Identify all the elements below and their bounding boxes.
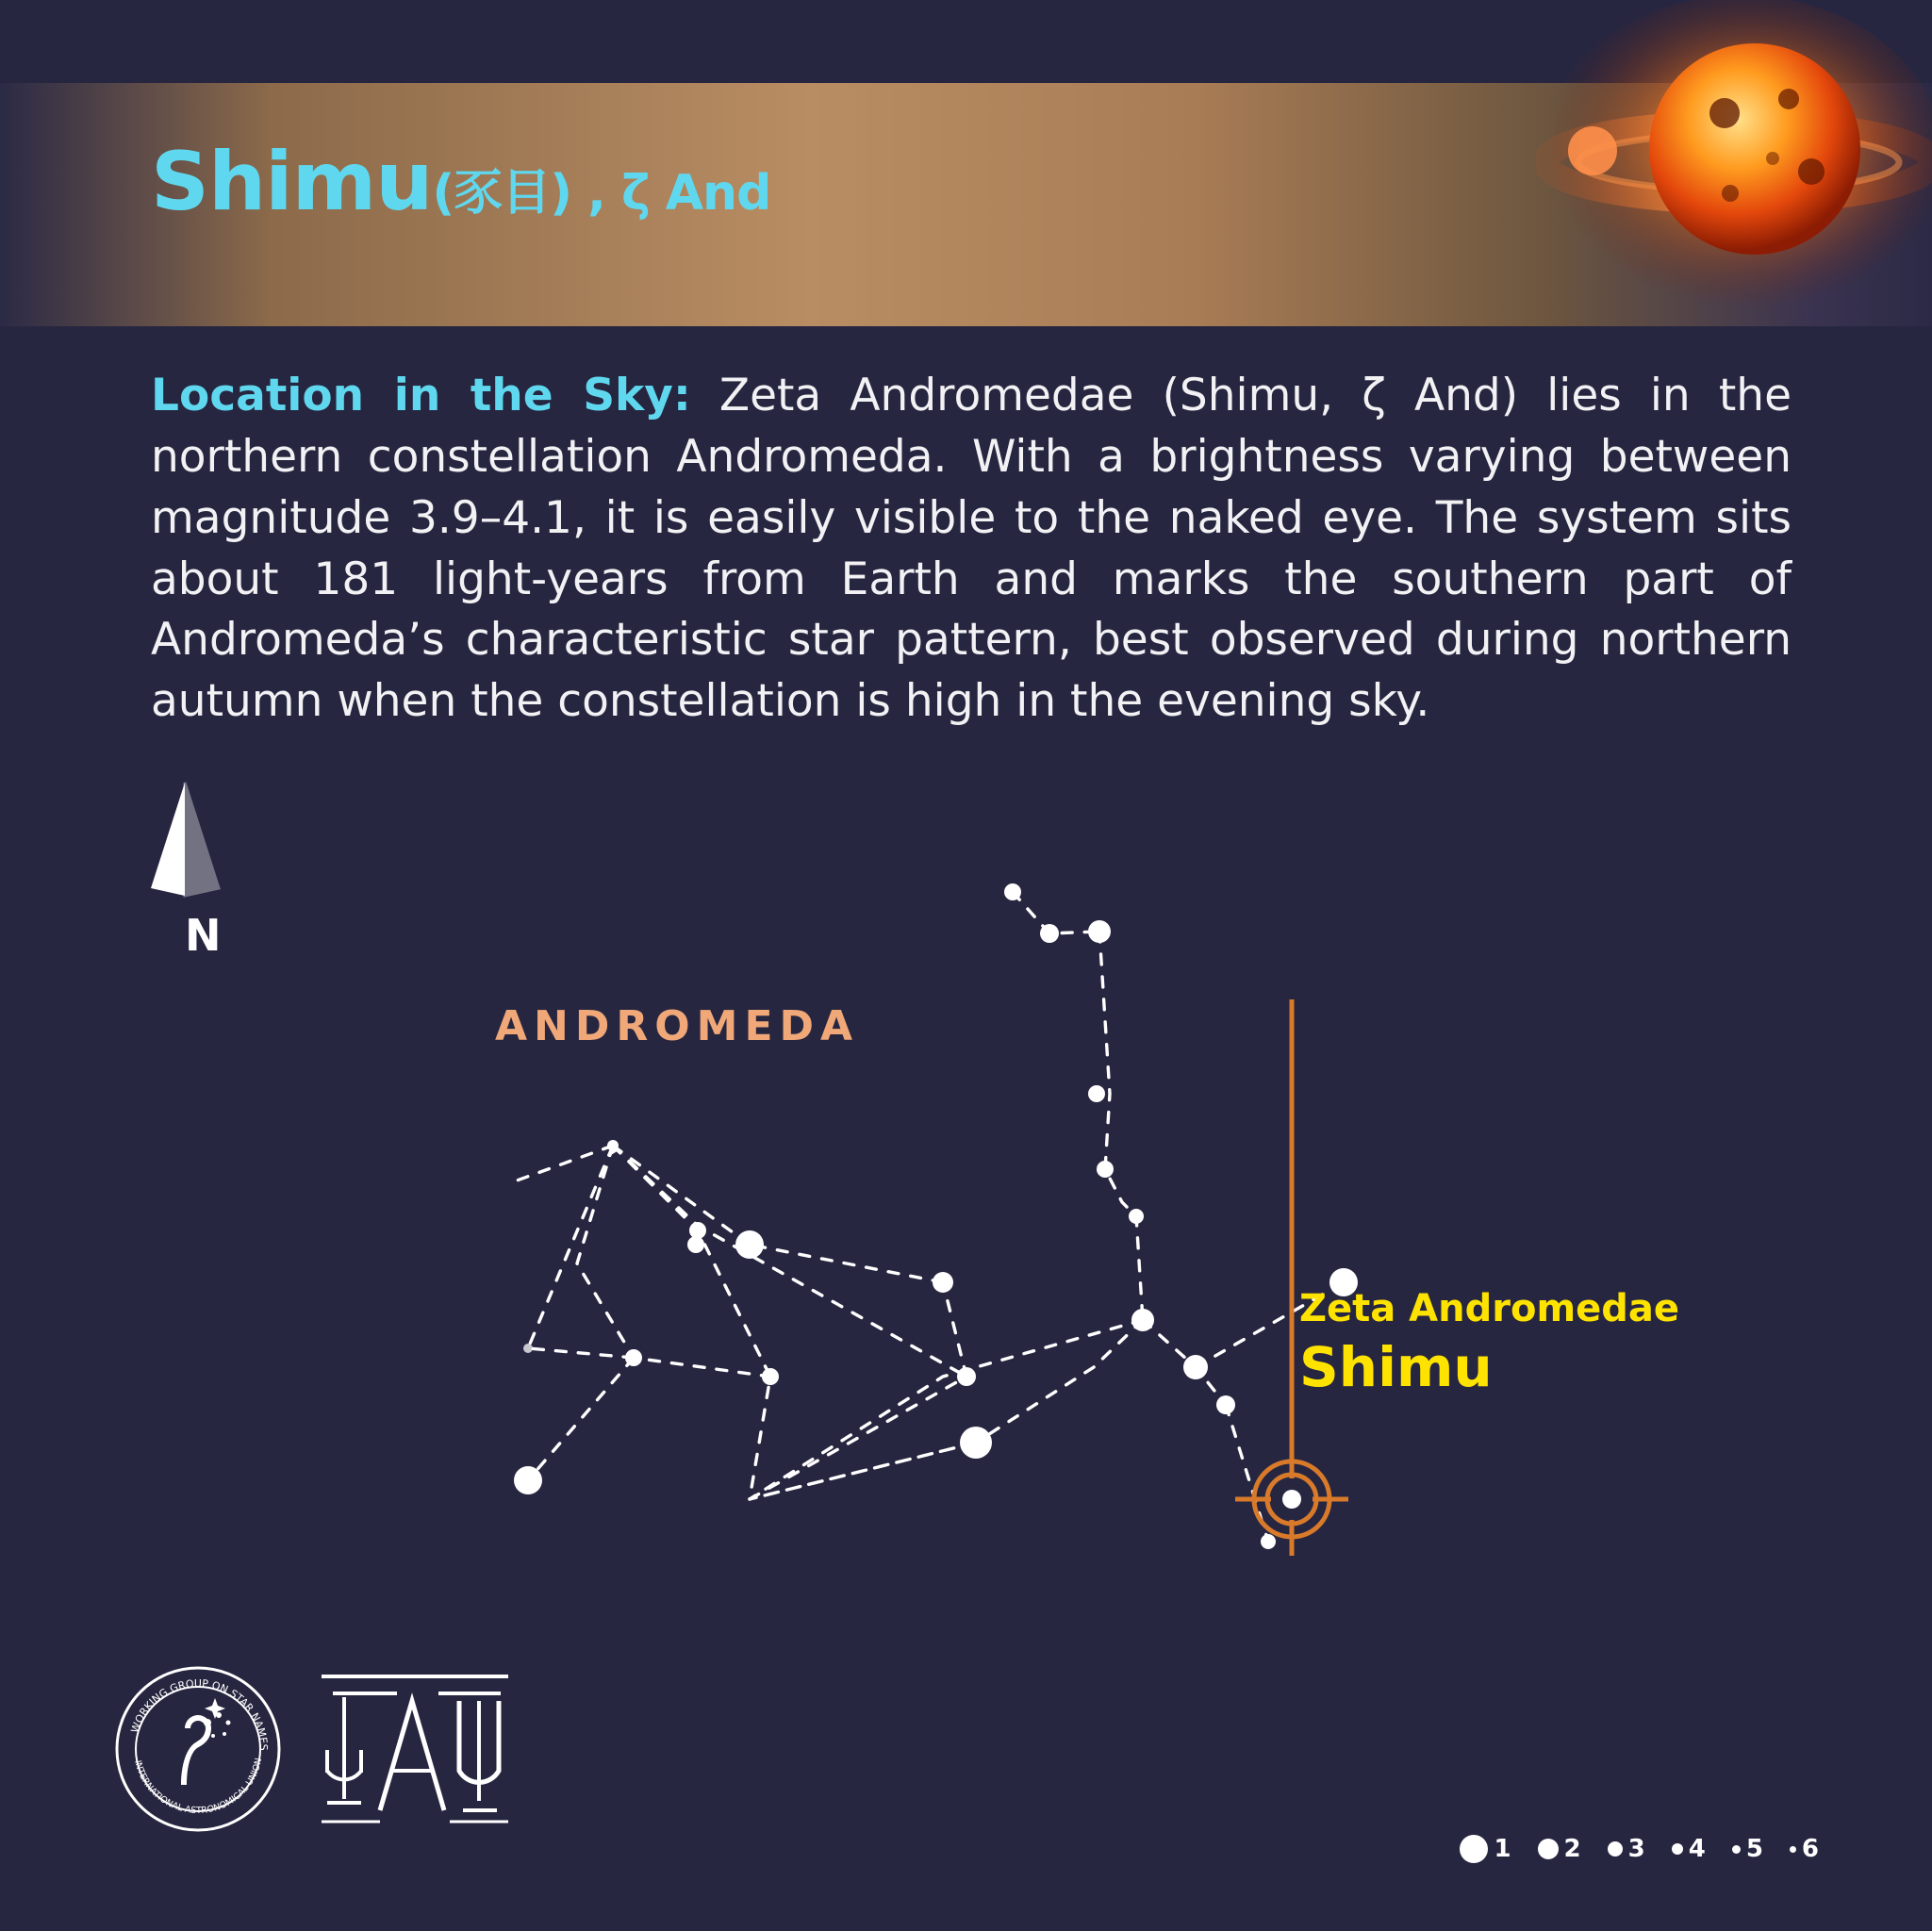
legend-item (1608, 1835, 1645, 1863)
compass-label: N (185, 910, 222, 961)
constellation-lines (509, 892, 1344, 1542)
svg-text:WORKING GROUP ON STAR NAMES: WORKING GROUP ON STAR NAMES (128, 1676, 271, 1751)
legend-item (1460, 1835, 1511, 1863)
constellation-sky-map (0, 754, 1932, 1650)
legend-label: 5 (1745, 1835, 1763, 1863)
page-title-main: Shimu (151, 135, 433, 229)
compass-north-icon (151, 783, 219, 896)
legend-item (1790, 1835, 1819, 1863)
legend-dot-icon (1460, 1835, 1488, 1863)
svg-text:INTERNATIONAL ASTRONOMICAL UNI: INTERNATIONAL ASTRONOMICAL UNION (132, 1757, 265, 1817)
zeta-andromedae-star (1282, 1490, 1301, 1509)
legend-dot-icon (1608, 1841, 1623, 1857)
location-in-the-sky-paragraph (151, 366, 1792, 733)
legend-label: 3 (1627, 1835, 1645, 1863)
legend-dot-icon (1672, 1843, 1683, 1855)
paragraph-lead-label: Location in the Sky: (151, 370, 691, 421)
page-title-designation: (豕目) , ζ And (432, 165, 771, 222)
paragraph-text: Zeta Andromedae (Shimu, ζ And) lies in the northern constellation Andromeda. With a brightness varying between magnitude 3.9–4.1, it is easily visible to the naked eye. The system sits about 181 light-years from Earth and marks the southern part of Andromeda’s characteristic star pattern, best observed during northern autumn when the constellation is high in the evening sky. (151, 370, 1792, 728)
legend-dot-icon (1732, 1845, 1741, 1854)
legend-label: 2 (1563, 1835, 1581, 1863)
callout-scientific-name: Zeta Andromedae (1299, 1287, 1680, 1330)
star-callout (1299, 1287, 1679, 1399)
page-title (151, 135, 771, 229)
constellation-stars (514, 883, 1358, 1549)
legend-dot-icon (1790, 1846, 1796, 1853)
constellation-label: ANDROMEDA (495, 1002, 860, 1050)
magnitude-legend (1460, 1835, 1819, 1863)
legend-label: 6 (1801, 1835, 1819, 1863)
callout-common-name: Shimu (1299, 1335, 1493, 1399)
iau-logo (306, 1659, 523, 1839)
legend-item (1672, 1835, 1706, 1863)
legend-label: 4 (1688, 1835, 1706, 1863)
legend-label: 1 (1494, 1835, 1511, 1863)
wgsn-logo (113, 1664, 283, 1834)
legend-dot-icon (1538, 1839, 1559, 1859)
legend-item (1538, 1835, 1581, 1863)
legend-item (1732, 1835, 1763, 1863)
